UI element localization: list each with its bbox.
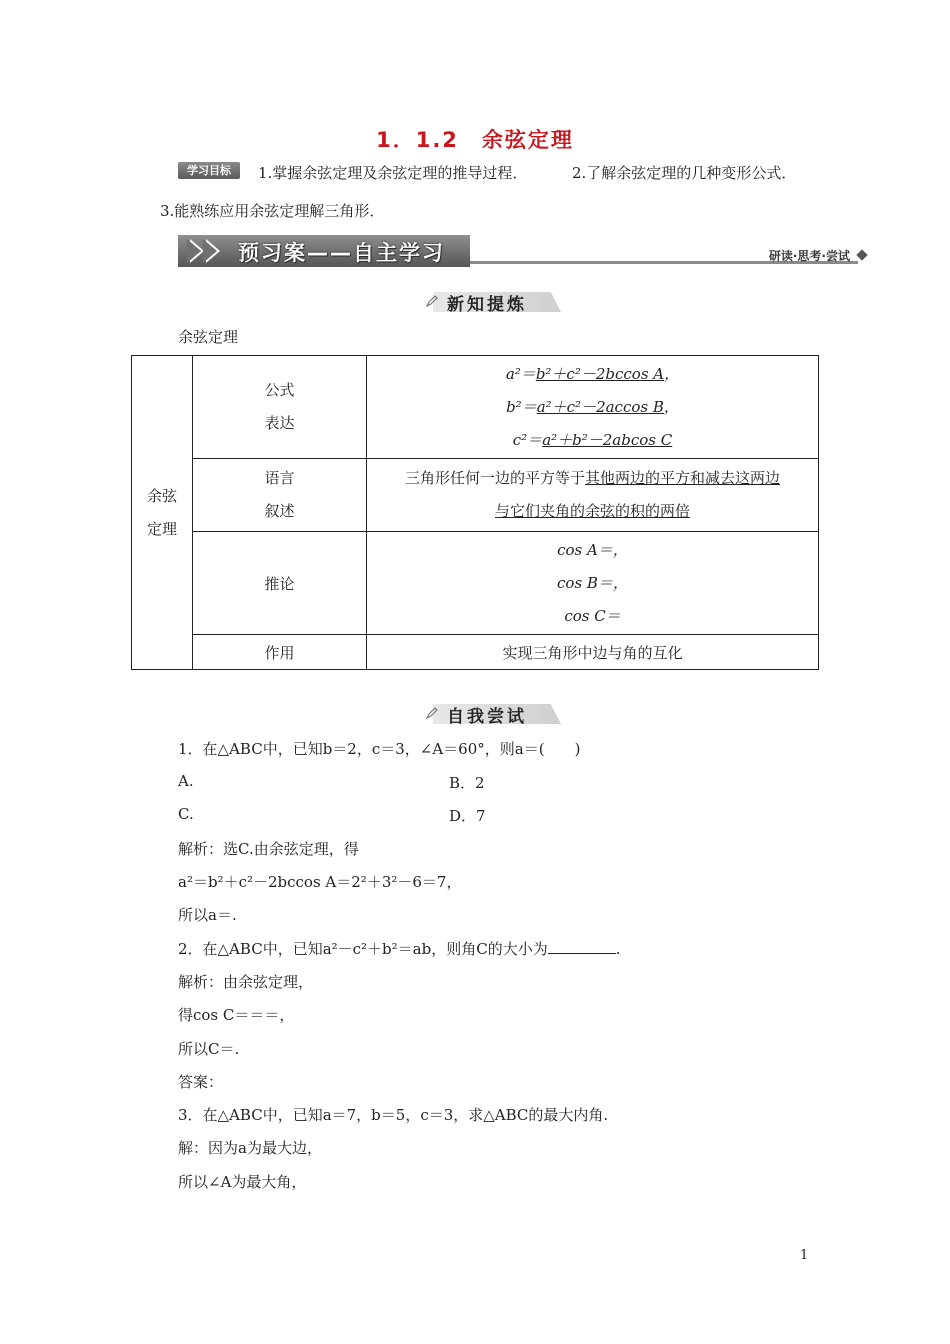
formula-2-end: ， (663, 397, 679, 416)
formula-2-rhs: a²＋c²－2accos B (536, 397, 664, 416)
formula-2-lhs: b²＝ (506, 397, 537, 416)
language-text-underlined-2: 与它们夹角的余弦的积的两倍 (494, 502, 690, 520)
question-1-solution-1: 解析：选C.由余弦定理，得 (178, 840, 359, 858)
goal-item-2: 2.了解余弦定理的几种变形公式． (572, 164, 797, 182)
language-label-line-1: 语言 (264, 469, 295, 487)
section-heading-self-test (425, 700, 565, 730)
question-1-solution-2: a²＝b²＋c²－2bccos A＝2²＋3²－6＝7， (178, 873, 462, 891)
question-1-option-a: A. (178, 772, 194, 790)
banner-subtitle: 研读·思考·尝试 (768, 249, 850, 263)
row-header-cell (132, 356, 193, 670)
formula-1-lhs: a²＝ (505, 364, 536, 383)
pencil-icon (425, 706, 439, 720)
question-1-stem: 1．在△ABC中，已知b＝2，c＝3，∠A＝60°，则a＝( ) (178, 740, 581, 758)
language-text-underlined-1: 其他两边的平方和减去这两边 (585, 469, 781, 487)
use-label-cell: 作用 (193, 635, 367, 670)
language-label-cell (193, 459, 367, 532)
goal-item-3: 3.能熟练应用余弦定理解三角形． (160, 202, 385, 220)
question-1-solution-3: 所以a＝. (178, 906, 237, 924)
formula-3-lhs: c²＝ (512, 430, 543, 449)
chevron-shadow-icon (187, 239, 201, 263)
pencil-icon (425, 294, 439, 308)
language-text-cell (367, 459, 819, 532)
language-text-line-1 (367, 462, 818, 495)
question-1-option-c: C. (178, 805, 194, 823)
banner-title: 预习案——自主学习 (238, 241, 445, 265)
formula-2 (367, 391, 818, 424)
learning-goals (178, 160, 838, 186)
row-header-line-1: 余弦 (146, 486, 177, 505)
formula-1 (367, 358, 818, 391)
question-2-stem-end: . (615, 940, 621, 958)
section-banner (178, 235, 868, 267)
corollary-3: cos C＝ (564, 606, 621, 625)
language-text-prefix: 三角形任何一边的平方等于 (404, 469, 585, 487)
cosine-law-table (131, 355, 819, 670)
row-header-line-2: 定理 (146, 519, 177, 538)
page-number: 1 (800, 1248, 809, 1263)
formula-1-end: ， (664, 364, 680, 383)
corollary-2: cos B＝， (557, 573, 628, 592)
answer-blank (548, 939, 616, 954)
chevron-shadow-icon (203, 239, 217, 263)
formula-label-cell (193, 356, 367, 459)
formula-label-line-2: 表达 (264, 414, 295, 432)
formula-1-rhs: b²＋c²－2bccos A (535, 364, 665, 383)
diamond-icon (856, 249, 867, 260)
formula-cell (367, 356, 819, 459)
question-3-solution-2: 所以∠A为最大角， (178, 1173, 307, 1191)
section-heading-text: 自我尝试 (447, 707, 527, 727)
question-2-solution-1: 解析：由余弦定理， (178, 973, 314, 991)
question-2-stem (178, 938, 620, 959)
corollary-label-cell: 推论 (193, 532, 367, 635)
question-2-stem-text: 2．在△ABC中，已知a²－c²＋b²＝ab，则角C的大小为 (178, 940, 548, 958)
question-1-option-b: B．2 (449, 774, 485, 792)
page-title: 1．1.2 余弦定理 (376, 128, 574, 152)
question-1-option-d: D．7 (449, 807, 486, 825)
formula-3-rhs: a²＋b²－2abcos C (542, 430, 673, 449)
corollary-cell (367, 532, 819, 635)
section-heading-new-knowledge (425, 288, 565, 318)
question-2-solution-3: 所以C＝. (178, 1040, 240, 1058)
formula-3 (367, 424, 818, 457)
corollary-1: cos A＝， (557, 540, 628, 559)
language-label-line-2: 叙述 (264, 502, 295, 520)
goal-item-1: 1.掌握余弦定理及余弦定理的推导过程． (258, 164, 528, 182)
question-2-answer: 答案： (178, 1073, 224, 1091)
question-2-solution-2: 得cos C＝＝＝， (178, 1006, 295, 1024)
section-heading-text: 新知提炼 (447, 295, 527, 315)
goals-badge: 学习目标 (178, 162, 240, 179)
question-3-solution-1: 解：因为a为最大边， (178, 1139, 322, 1157)
language-text-line-2 (367, 495, 818, 528)
formula-label-line-1: 公式 (264, 381, 295, 399)
use-text-cell: 实现三角形中边与角的互化 (367, 635, 819, 670)
topic-label: 余弦定理 (178, 328, 239, 346)
question-3-stem: 3．在△ABC中，已知a＝7，b＝5，c＝3，求△ABC的最大内角. (178, 1106, 609, 1124)
